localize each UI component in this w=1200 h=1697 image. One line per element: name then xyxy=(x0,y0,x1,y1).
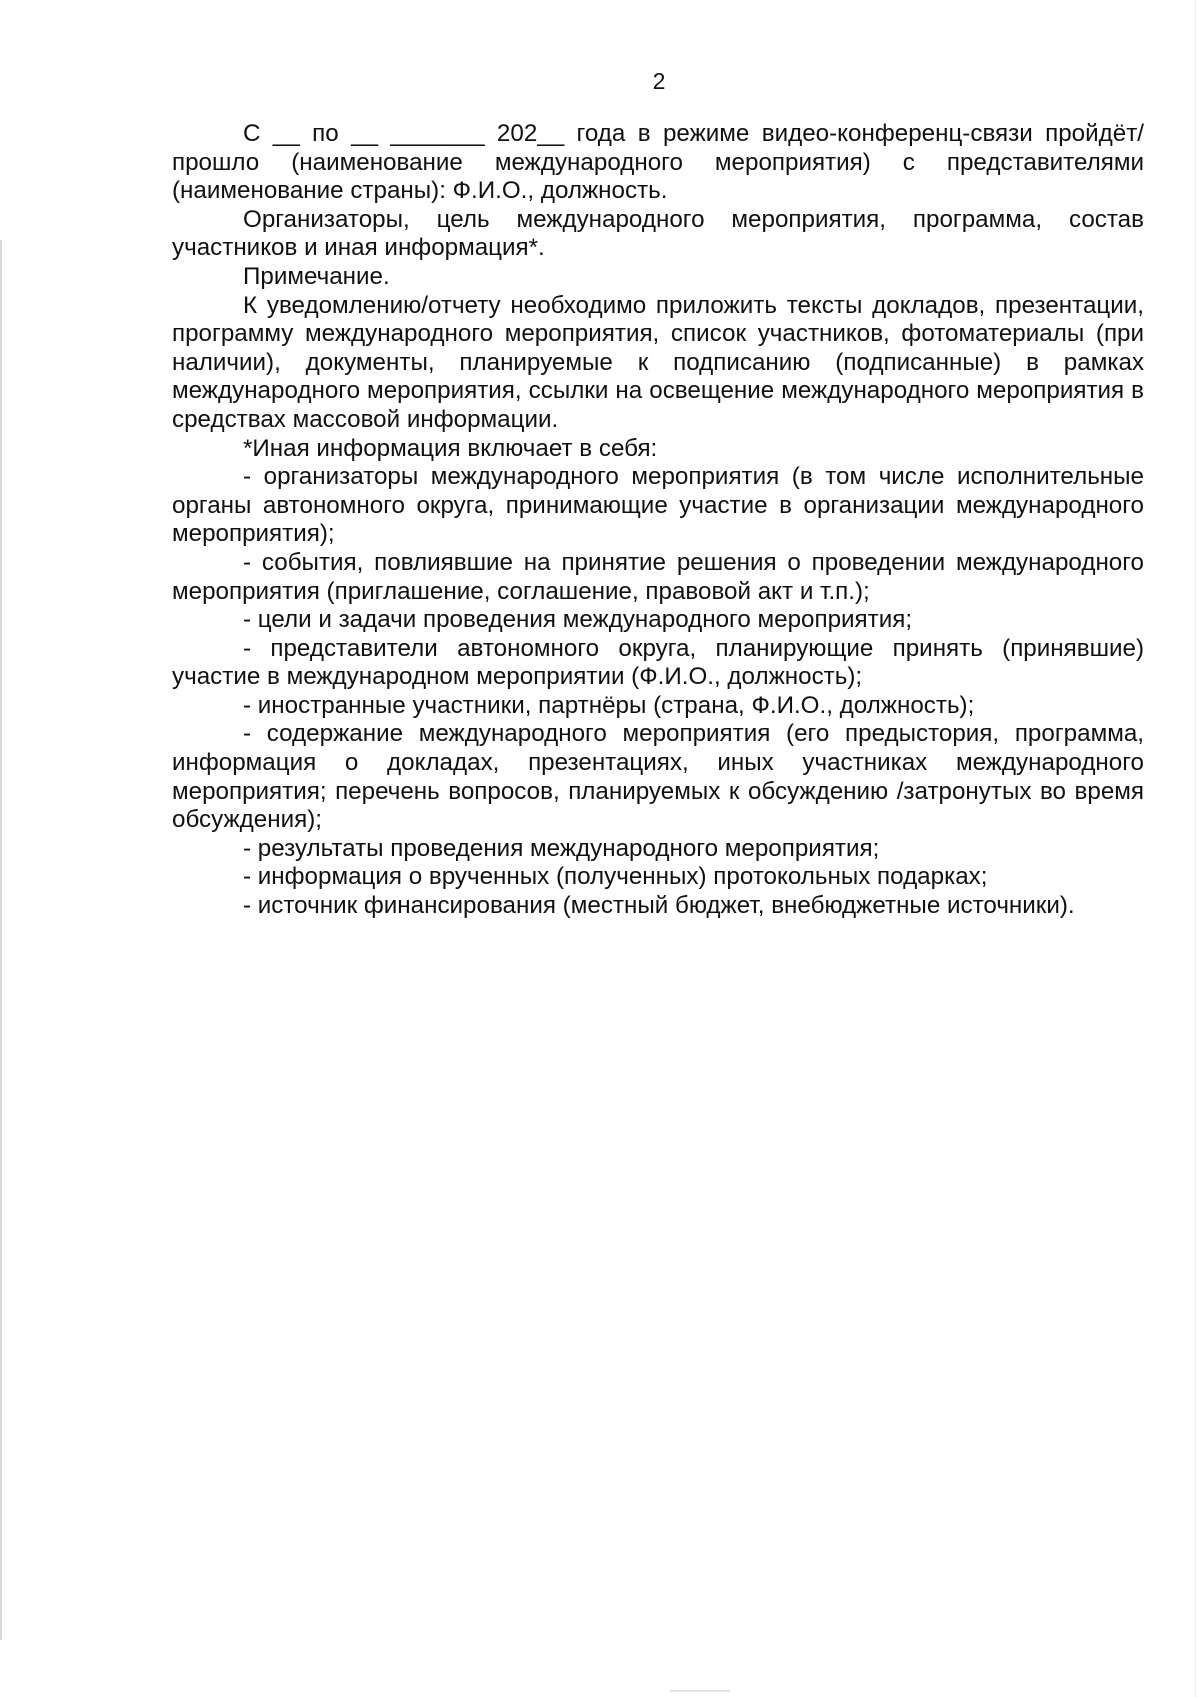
list-item-results: - результаты проведения международного мероприятия; xyxy=(243,834,880,862)
list-item-organizers: - организаторы международного мероприятия (в том числе исполнительные органы автономного округа, принимающие участие в организации международного мероприятия); xyxy=(172,463,1144,548)
paragraph-other-info-intro: *Иная информация включает в себя: xyxy=(243,434,658,462)
list-item-goals: - цели и задачи проведения международного мероприятия; xyxy=(243,606,913,634)
scan-edge-left xyxy=(0,240,2,1640)
scan-artifact xyxy=(670,1690,730,1692)
list-item-funding: - источник финансирования (местный бюджет, внебюджетные источники). xyxy=(243,892,1075,920)
paragraph-organizers: Организаторы, цель международного мероприятия, программа, состав участников и иная информация*. xyxy=(172,205,1144,262)
paragraph-attachments: К уведомлению/отчету необходимо приложить тексты докладов, презентации, программу международного мероприятия, список участников, фотоматериалы (при наличии), документы, планируемые к подписанию (подписанные) в рамках международного мероприятия, ссылки на освещение международного мероприятия в средствах массовой информации. xyxy=(172,291,1144,433)
list-item-content: - содержание международного мероприятия (его предыстория, программа, информация о докладах, презентациях, иных участниках международного мероприятия; перечень вопросов, планируемых к обсуждению /затронутых во время обсуждения); xyxy=(172,720,1144,834)
list-item-representatives: - представители автономного округа, планирующие принять (принявшие) участие в международном мероприятии (Ф.И.О., должность); xyxy=(172,634,1144,691)
paragraph-event-info: С __ по __ _______ 202__ года в режиме видео-конференц-связи пройдёт/прошло (наименование международного мероприятия) с представителями (наименование страны): Ф.И.О., должность. xyxy=(172,120,1144,205)
scan-edge-right xyxy=(1195,0,1196,1697)
list-item-events: - события, повлиявшие на принятие решения о проведении международного мероприятия (приглашение, соглашение, правовой акт и т.п.); xyxy=(172,548,1144,605)
page-number: 2 xyxy=(652,68,666,94)
paragraph-note-heading: Примечание. xyxy=(243,262,390,290)
list-item-foreign-participants: - иностранные участники, партнёры (страна, Ф.И.О., должность); xyxy=(243,691,975,719)
list-item-gifts: - информация о врученных (полученных) протокольных подарках; xyxy=(243,863,988,891)
document-body xyxy=(172,120,1144,921)
